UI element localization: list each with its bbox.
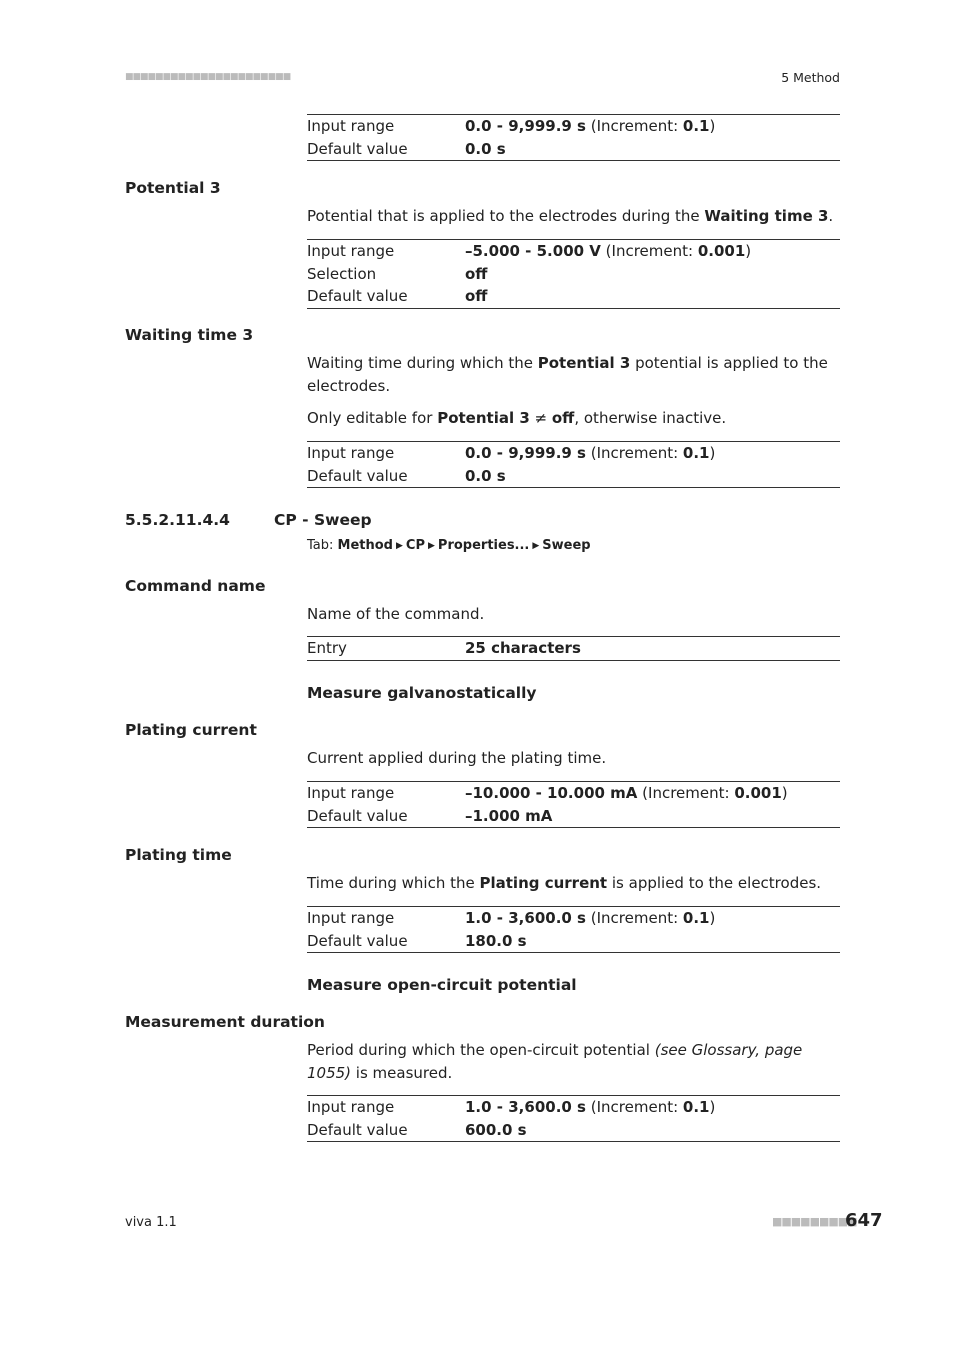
table-row <box>307 240 840 263</box>
table-row <box>307 465 840 488</box>
command-name-table <box>307 636 840 661</box>
table-row <box>307 138 840 161</box>
path-cp: CP <box>405 538 425 553</box>
waiting-time-3-note: Only editable for Potential 3 ≠ off, otherwise inactive. <box>307 409 727 427</box>
waiting-time-3-heading: Waiting time 3 <box>125 326 254 344</box>
row-value: 1.0 - 3,600.0 s (Increment: 0.1) <box>465 1098 716 1116</box>
table-row <box>307 1096 840 1119</box>
waiting-time-3-description: Waiting time during which the Potential 3 potential is applied to the electrodes. <box>307 354 828 395</box>
table-row <box>307 637 840 660</box>
plating-current-description: Current applied during the plating time. <box>307 749 607 767</box>
table-row <box>307 907 840 930</box>
page-number: 647 <box>845 1210 883 1231</box>
row-label: Input range <box>307 784 395 802</box>
row-value: off <box>465 264 488 283</box>
row-label: Input range <box>307 242 395 260</box>
arrow-right-icon: ▶ <box>532 541 540 551</box>
row-value: 0.0 s <box>465 466 506 485</box>
row-value: off <box>465 287 488 305</box>
row-value: 25 characters <box>465 639 581 657</box>
plating-time-heading: Plating time <box>125 846 232 864</box>
command-name-heading: Command name <box>125 577 266 595</box>
row-label: Default value <box>307 931 408 950</box>
table-row <box>307 930 840 953</box>
row-label: Default value <box>307 139 408 158</box>
header-decoration: ■■■■■■■■■■■■■■■■■■■■■■ <box>125 72 291 82</box>
row-label: Entry <box>307 639 347 657</box>
ocp-heading: Measure open-circuit potential <box>307 976 577 994</box>
row-label: Default value <box>307 1120 408 1139</box>
potential-3-heading: Potential 3 <box>125 179 221 197</box>
galvanostatic-heading: Measure galvanostatically <box>307 684 537 702</box>
plating-time-table <box>307 906 840 953</box>
path-sweep: Sweep <box>542 538 591 553</box>
product-version: viva 1.1 <box>125 1215 177 1230</box>
table-row <box>307 263 840 286</box>
row-value: 0.0 - 9,999.9 s (Increment: 0.1) <box>465 444 716 462</box>
section-title: CP - Sweep <box>274 511 372 529</box>
measurement-duration-description: Period during which the open-circuit potential (see Glossary, page 1055) is measured. <box>307 1041 803 1082</box>
table-row <box>307 285 840 308</box>
row-value: 600.0 s <box>465 1120 527 1139</box>
plating-current-heading: Plating current <box>125 721 257 739</box>
tab-path: Tab: Method ▶ CP ▶ Properties... ▶ Sweep <box>307 538 591 553</box>
row-value: 0.0 s <box>465 139 506 158</box>
row-value: 0.0 - 9,999.9 s (Increment: 0.1) <box>465 117 716 135</box>
row-label: Selection <box>307 264 377 283</box>
glossary-link[interactable]: (see Glossary, page 1055) <box>307 1041 803 1082</box>
table-row <box>307 1119 840 1142</box>
arrow-right-icon: ▶ <box>396 541 403 551</box>
row-label: Default value <box>307 287 408 305</box>
plating-time-description: Time during which the Plating current is applied to the electrodes. <box>307 874 822 892</box>
waiting-time-3-table <box>307 441 840 488</box>
arrow-right-icon: ▶ <box>428 541 435 551</box>
command-name-description: Name of the command. <box>307 605 485 623</box>
row-label: Input range <box>307 117 395 135</box>
row-label: Default value <box>307 466 408 485</box>
table-row <box>307 442 840 465</box>
plating-current-table <box>307 781 840 828</box>
chapter-title: 5 Method <box>781 70 840 85</box>
waiting-time-2-table <box>307 114 840 161</box>
row-value: –5.000 - 5.000 V (Increment: 0.001) <box>465 242 752 260</box>
path-method: Method <box>337 538 393 553</box>
path-properties: Properties... <box>437 538 530 553</box>
table-row <box>307 115 840 138</box>
table-row <box>307 782 840 805</box>
potential-3-table <box>307 239 840 309</box>
row-label: Input range <box>307 1098 395 1116</box>
row-value: 180.0 s <box>465 931 527 950</box>
measurement-duration-table <box>307 1095 840 1142</box>
row-value: –1.000 mA <box>465 806 553 825</box>
table-row <box>307 805 840 828</box>
footer-decoration: ■■■■■■■■■ <box>772 1215 857 1228</box>
potential-3-description: Potential that is applied to the electrodes during the Waiting time 3. <box>307 207 834 225</box>
row-label: Input range <box>307 909 395 927</box>
row-label: Default value <box>307 806 408 825</box>
section-number: 5.5.2.11.4.4 <box>125 511 230 529</box>
measurement-duration-heading: Measurement duration <box>125 1013 325 1031</box>
row-value: –10.000 - 10.000 mA (Increment: 0.001) <box>465 784 788 802</box>
row-value: 1.0 - 3,600.0 s (Increment: 0.1) <box>465 909 716 927</box>
row-label: Input range <box>307 444 395 462</box>
